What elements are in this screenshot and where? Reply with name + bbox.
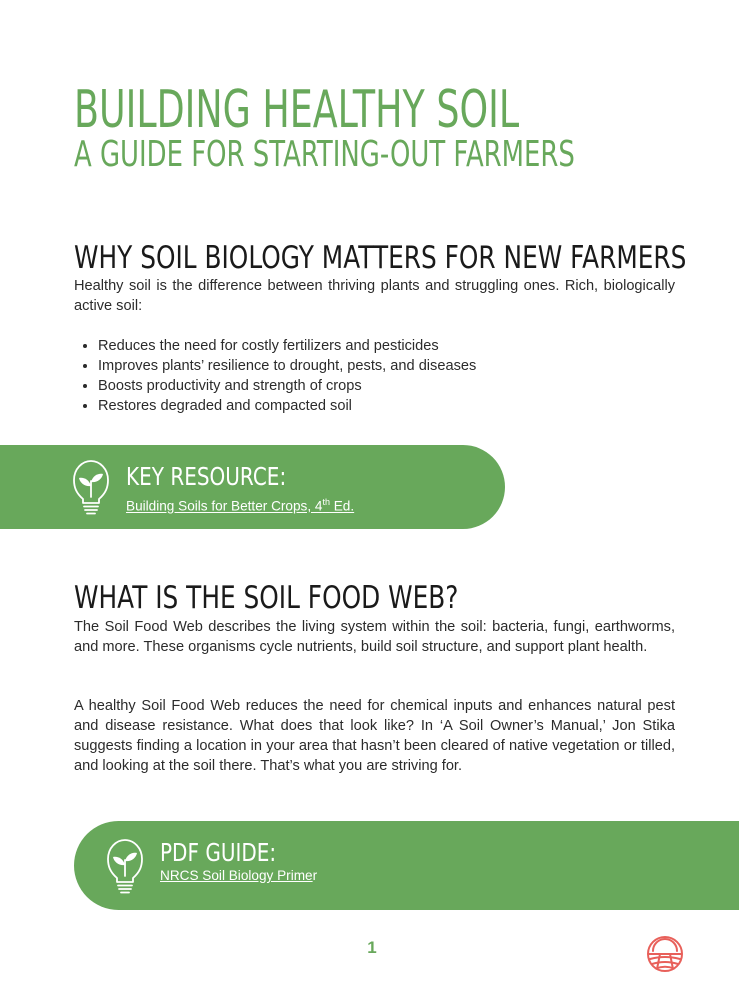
benefits-list [74, 336, 658, 416]
link-superscript[interactable]: th [322, 497, 330, 507]
link-text-end[interactable]: Ed. [329, 498, 355, 514]
document-subtitle: A GUIDE FOR STARTING-OUT FARMERS [74, 134, 575, 175]
pdf-guide-link-tail: r [312, 868, 318, 883]
pdf-guide-banner [74, 821, 739, 910]
list-item: • Reduces the need for costly fertilizers and pesticides [98, 336, 658, 356]
pdf-guide-label: PDF GUIDE: [160, 838, 277, 867]
key-resource-label: KEY RESOURCE: [126, 462, 287, 491]
section-intro-paragraph: Healthy soil is the difference between thriving plants and struggling ones. Rich, biologically active soil: [74, 278, 675, 314]
pdf-guide-link[interactable]: NRCS Soil Biology Prime [160, 868, 313, 883]
lightbulb-sprout-icon [72, 459, 110, 517]
food-web-paragraph-2: A healthy Soil Food Web reduces the need for chemical inputs and enhances natural pest and disease resistance. What does that look like? In ‘A Soil Owner’s Manual,’ Jon Stika suggests finding a location in your area that hasn’t been cleared of native vegetation or tilled, and looking at the soil there. That’s what you are striving for. [74, 698, 675, 774]
sun-over-field-logo-icon [645, 934, 685, 974]
document-title: BUILDING HEALTHY SOIL [74, 80, 520, 140]
section-heading-soil-food-web: WHAT IS THE SOIL FOOD WEB? [74, 580, 459, 616]
list-item: • Boosts productivity and strength of crops [98, 376, 658, 396]
section-heading-soil-biology: WHY SOIL BIOLOGY MATTERS FOR NEW FARMERS [74, 240, 687, 276]
link-text[interactable]: Building Soils for Better Crops, 4 [126, 498, 323, 514]
list-item: • Restores degraded and compacted soil [98, 396, 658, 416]
key-resource-link[interactable] [126, 493, 354, 516]
lightbulb-sprout-icon [106, 838, 144, 896]
key-resource-banner [0, 445, 505, 529]
page-number: 1 [367, 938, 377, 957]
food-web-paragraph-1: The Soil Food Web describes the living system within the soil: bacteria, fungi, earthworms, and more. These organisms cycle nutrients, build soil structure, and support plant health. [74, 619, 675, 655]
pdf-guide-link-wrapper[interactable] [160, 867, 317, 885]
list-item: • Improves plants’ resilience to drought, pests, and diseases [98, 356, 658, 376]
